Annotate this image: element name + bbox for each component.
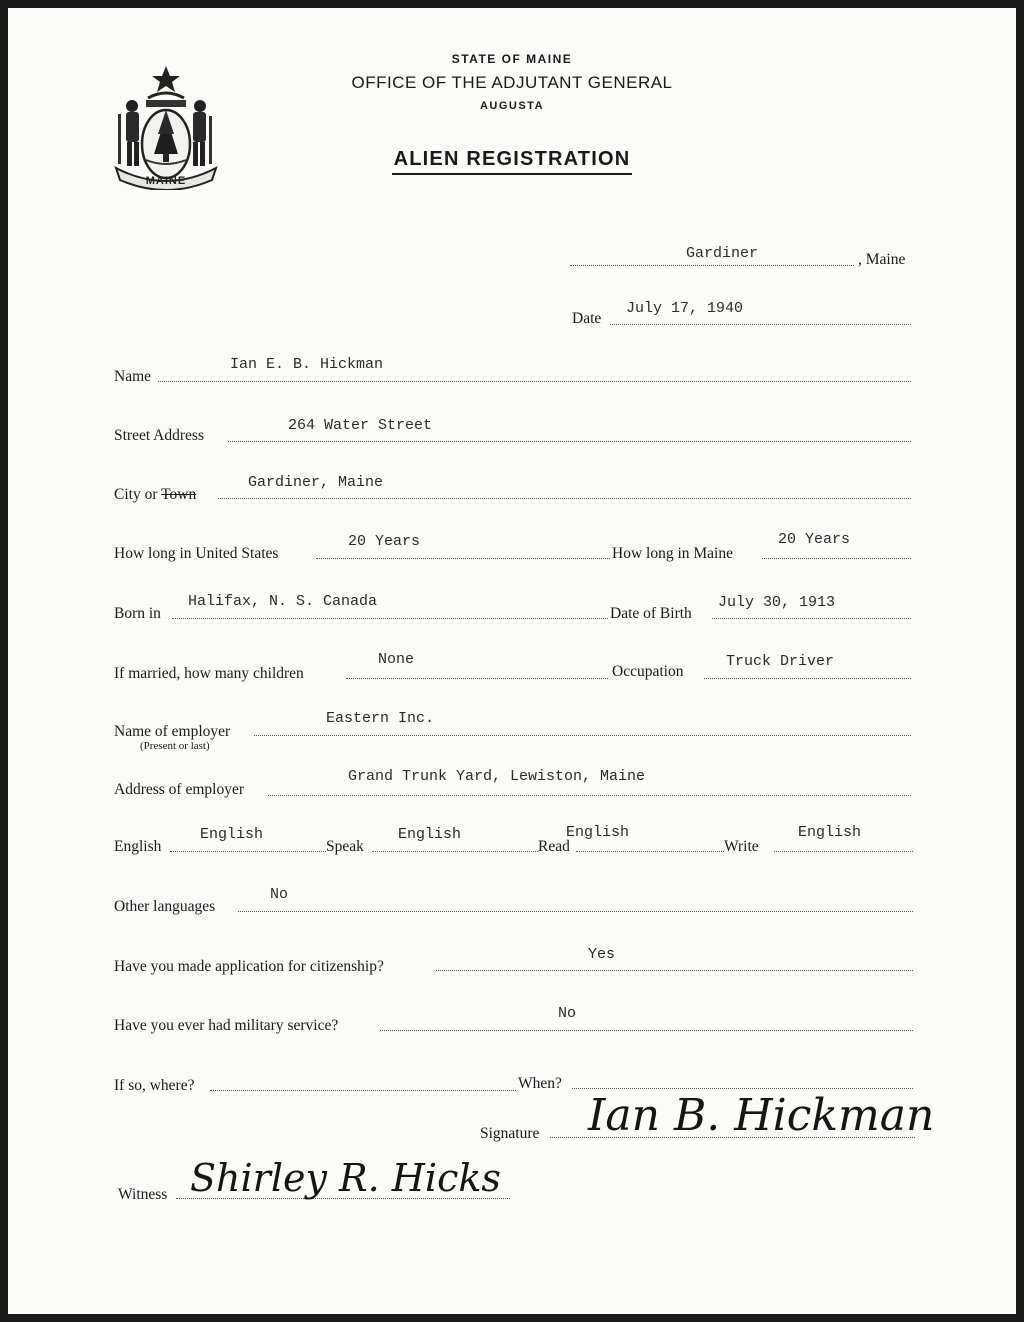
other-languages-dotted-line [238,911,913,912]
street-address-label: Street Address [114,427,204,444]
write-label: Write [724,838,759,855]
employer-address-dotted-line [268,795,911,796]
date-of-birth-label: Date of Birth [610,605,692,622]
how-long-maine-dotted-line [762,558,911,559]
how-long-maine-label: How long in Maine [612,545,733,562]
when-label: When? [518,1075,562,1092]
english-label: English [114,838,162,855]
city-town-dotted-line [218,498,911,499]
witness-label: Witness [118,1186,168,1203]
read-value: English [566,824,630,841]
city-value: Gardiner [686,245,759,262]
employer-dotted-line [254,735,911,736]
city-dotted-line [570,265,854,266]
header-office: OFFICE OF THE ADJUTANT GENERAL [351,73,673,92]
if-so-where-label: If so, where? [114,1077,195,1094]
form-title: ALIEN REGISTRATION [0,148,1024,171]
date-of-birth-value: July 30, 1913 [718,594,836,611]
applicant-signature: Ian B. Hickman [588,1090,935,1141]
english-dotted-line [170,851,326,852]
date-dotted-line [610,324,911,325]
date-value: July 17, 1940 [626,300,744,317]
read-dotted-line [576,851,724,852]
military-service-value: No [558,1005,577,1022]
children-value: None [378,651,415,668]
name-dotted-line [158,381,911,382]
employer-address-value: Grand Trunk Yard, Lewiston, Maine [348,768,646,785]
svg-text:MAINE: MAINE [145,175,187,187]
children-label: If married, how many children [114,665,304,682]
occupation-label: Occupation [612,663,684,680]
where-dotted-line [210,1090,516,1091]
military-service-label: Have you ever had military service? [114,1017,339,1034]
employer-sublabel: (Present or last) [140,740,210,752]
how-long-us-label: How long in United States [114,545,279,562]
how-long-us-value: 20 Years [348,533,421,550]
military-service-dotted-line [380,1030,913,1031]
header-city: AUGUSTA [479,100,545,112]
dob-dotted-line [712,618,911,619]
children-dotted-line [346,678,608,679]
street-dotted-line [228,441,911,442]
employer-address-label: Address of employer [114,781,244,798]
occupation-value: Truck Driver [726,653,835,670]
citizenship-label: Have you made application for citizenship? [114,958,384,975]
date-label: Date [572,310,602,327]
how-long-us-dotted-line [316,558,610,559]
write-dotted-line [774,851,913,852]
when-dotted-line [572,1088,913,1089]
state-suffix-label: , Maine [858,251,906,268]
signature-label: Signature [480,1125,540,1142]
city-or-town-value: Gardiner, Maine [248,474,384,491]
citizenship-value: Yes [588,946,616,963]
occupation-dotted-line [704,678,911,679]
how-long-maine-value: 20 Years [778,531,851,548]
employer-value: Eastern Inc. [326,710,435,727]
born-in-label: Born in [114,605,161,622]
speak-dotted-line [372,851,538,852]
born-in-value: Halifax, N. S. Canada [188,593,378,610]
witness-signature: Shirley R. Hicks [190,1156,501,1200]
name-value: Ian E. B. Hickman [230,356,384,373]
other-languages-value: No [270,886,289,903]
speak-value: English [398,826,462,843]
header-state: STATE OF MAINE [451,52,573,66]
write-value: English [798,824,862,841]
speak-label: Speak [326,838,364,855]
read-label: Read [538,838,570,855]
name-label: Name [114,368,152,385]
english-value: English [200,826,264,843]
citizenship-dotted-line [436,970,913,971]
city-or-town-label: City or Town [114,486,197,503]
born-in-dotted-line [172,618,608,619]
street-address-value: 264 Water Street [288,417,433,434]
employer-label: Name of employer [114,723,231,740]
maine-seal-icon [108,64,224,190]
other-languages-label: Other languages [114,898,216,915]
